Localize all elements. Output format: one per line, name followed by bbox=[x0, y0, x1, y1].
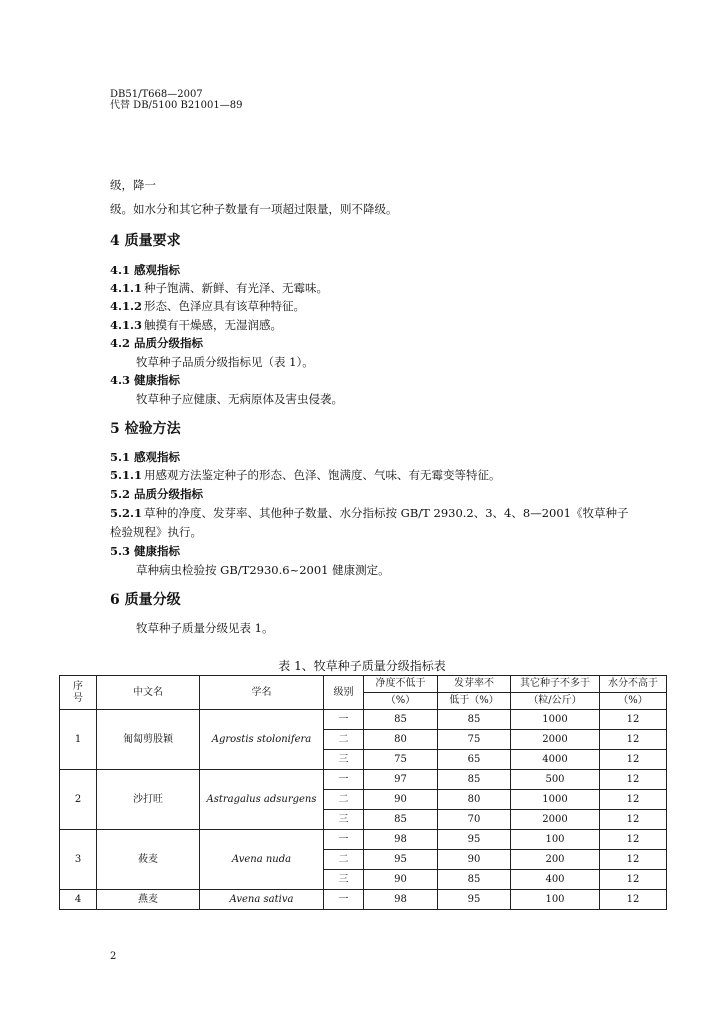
section-text: 触摸有干燥感，无湿润感。 bbox=[144, 318, 283, 332]
header-text: 序 bbox=[73, 680, 83, 692]
grade-table bbox=[59, 675, 667, 910]
cell-purity: 95 bbox=[364, 850, 438, 870]
cell-seq: 3 bbox=[60, 830, 97, 890]
section-title: 品质分级指标 bbox=[134, 487, 204, 501]
cell-purity: 90 bbox=[364, 790, 438, 810]
cell-water: 12 bbox=[600, 750, 667, 770]
section-4-2-text: 牧草种子品质分级指标见（表 1）。 bbox=[136, 355, 314, 369]
cell-other: 1000 bbox=[511, 710, 600, 730]
col-germ-header: 发芽率不 bbox=[438, 676, 511, 693]
col-purity-header: 净度不低于 bbox=[364, 676, 438, 693]
cell-water: 12 bbox=[600, 890, 667, 910]
cell-other: 100 bbox=[511, 890, 600, 910]
header-text: 号 bbox=[73, 692, 83, 704]
table-row bbox=[60, 770, 667, 790]
cell-germ: 75 bbox=[438, 730, 511, 750]
section-4-1-3 bbox=[110, 318, 282, 332]
section-number: 5.2.1 bbox=[110, 506, 143, 520]
section-title: 感观指标 bbox=[134, 263, 181, 277]
table-header-row-1 bbox=[60, 676, 667, 693]
cell-germ: 70 bbox=[438, 810, 511, 830]
cell-grade: 一 bbox=[324, 830, 364, 850]
section-text: 种子饱满、新鲜、有光泽、无霉味。 bbox=[144, 281, 329, 295]
section-4-1-heading bbox=[110, 263, 180, 277]
col-grade-header: 级别 bbox=[324, 676, 364, 710]
section-number: 4.1.2 bbox=[110, 299, 143, 313]
section-4-3-heading bbox=[110, 373, 180, 387]
page-number: 2 bbox=[110, 951, 117, 962]
section-4-3-text: 牧草种子应健康、无病原体及害虫侵袭。 bbox=[136, 392, 343, 406]
table-caption: 表 1、牧草种子质量分级指标表 bbox=[278, 659, 446, 673]
col-water-unit: （%） bbox=[600, 693, 667, 710]
cell-purity: 98 bbox=[364, 890, 438, 910]
cell-other: 1000 bbox=[511, 790, 600, 810]
cell-cn-name: 燕麦 bbox=[97, 890, 200, 910]
cell-germ: 85 bbox=[438, 870, 511, 890]
cell-grade: 二 bbox=[324, 790, 364, 810]
section-title: 品质分级指标 bbox=[134, 336, 204, 350]
cell-grade: 三 bbox=[324, 810, 364, 830]
cell-water: 12 bbox=[600, 830, 667, 850]
col-cn-header: 中文名 bbox=[97, 676, 200, 710]
cell-germ: 80 bbox=[438, 790, 511, 810]
section-5-heading bbox=[110, 421, 181, 437]
section-number: 5.2 bbox=[110, 487, 131, 501]
cell-seq: 4 bbox=[60, 890, 97, 910]
cell-germ: 85 bbox=[438, 710, 511, 730]
section-5-1-heading bbox=[110, 450, 180, 464]
cell-seq: 2 bbox=[60, 770, 97, 830]
cell-grade: 一 bbox=[324, 770, 364, 790]
section-number: 4.1.3 bbox=[110, 318, 143, 332]
section-6-text: 牧草种子质量分级见表 1。 bbox=[136, 621, 274, 635]
section-number: 5 bbox=[110, 421, 120, 437]
cell-other: 500 bbox=[511, 770, 600, 790]
col-water-header: 水分不高于 bbox=[600, 676, 667, 693]
cell-purity: 85 bbox=[364, 710, 438, 730]
section-title: 健康指标 bbox=[134, 373, 181, 387]
section-title: 质量要求 bbox=[124, 233, 181, 249]
cell-germ: 90 bbox=[438, 850, 511, 870]
section-number: 5.1 bbox=[110, 450, 131, 464]
col-purity-unit: （%） bbox=[364, 693, 438, 710]
cell-other: 400 bbox=[511, 870, 600, 890]
section-4-1-2 bbox=[110, 299, 305, 313]
section-number: 4.2 bbox=[110, 336, 131, 350]
cell-purity: 75 bbox=[364, 750, 438, 770]
cell-water: 12 bbox=[600, 810, 667, 830]
section-number: 5.1.1 bbox=[110, 468, 143, 482]
section-6-heading bbox=[110, 592, 181, 608]
section-5-2-1-line-2: 检验规程》执行。 bbox=[110, 525, 202, 539]
intro-line-2: 级。如水分和其它种子数量有一项超过限量，则不降级。 bbox=[110, 202, 398, 216]
section-4-1-1 bbox=[110, 281, 328, 295]
cell-cn-name: 莜麦 bbox=[97, 830, 200, 890]
cell-grade: 一 bbox=[324, 890, 364, 910]
section-5-2-1-line-1 bbox=[110, 506, 628, 520]
section-number: 4.1.1 bbox=[110, 281, 143, 295]
section-number: 5.3 bbox=[110, 544, 131, 558]
section-text: 草种的净度、发芽率、其他种子数量、水分指标按 GB/T 2930.2、3、4、8—2001《牧草种子 bbox=[144, 506, 629, 520]
intro-line-1: 级，降一 bbox=[110, 178, 156, 192]
cell-cn-name: 沙打旺 bbox=[97, 770, 200, 830]
section-title: 感观指标 bbox=[134, 450, 181, 464]
cell-cn-name: 匍匐剪股颖 bbox=[97, 710, 200, 770]
cell-sci-name: Avena nuda bbox=[200, 830, 324, 890]
col-germ-unit: 低于（%） bbox=[438, 693, 511, 710]
cell-purity: 80 bbox=[364, 730, 438, 750]
col-other-unit: （粒/公斤） bbox=[511, 693, 600, 710]
cell-other: 100 bbox=[511, 830, 600, 850]
table-row bbox=[60, 890, 667, 910]
col-other-header: 其它种子不多于 bbox=[511, 676, 600, 693]
cell-purity: 97 bbox=[364, 770, 438, 790]
section-number: 4 bbox=[110, 233, 120, 249]
section-5-3-heading bbox=[110, 544, 180, 558]
cell-water: 12 bbox=[600, 790, 667, 810]
table-row bbox=[60, 710, 667, 730]
cell-seq: 1 bbox=[60, 710, 97, 770]
section-4-heading bbox=[110, 233, 181, 249]
doc-code: DB51/T668—2007 bbox=[110, 89, 203, 100]
cell-grade: 二 bbox=[324, 850, 364, 870]
table-row bbox=[60, 830, 667, 850]
cell-germ: 95 bbox=[438, 890, 511, 910]
cell-water: 12 bbox=[600, 710, 667, 730]
section-text: 形态、色泽应具有该草种特征。 bbox=[144, 299, 306, 313]
cell-water: 12 bbox=[600, 870, 667, 890]
cell-water: 12 bbox=[600, 770, 667, 790]
section-4-2-heading bbox=[110, 336, 203, 350]
cell-purity: 85 bbox=[364, 810, 438, 830]
cell-water: 12 bbox=[600, 730, 667, 750]
section-number: 4.1 bbox=[110, 263, 131, 277]
cell-germ: 65 bbox=[438, 750, 511, 770]
section-text: 用感观方法鉴定种子的形态、色泽、饱满度、气味、有无霉变等特征。 bbox=[144, 468, 501, 482]
section-5-2-heading bbox=[110, 487, 203, 501]
cell-sci-name: Astragalus adsurgens bbox=[200, 770, 324, 830]
cell-grade: 一 bbox=[324, 710, 364, 730]
cell-water: 12 bbox=[600, 850, 667, 870]
cell-other: 200 bbox=[511, 850, 600, 870]
cell-purity: 98 bbox=[364, 830, 438, 850]
cell-other: 2000 bbox=[511, 810, 600, 830]
section-5-1-1 bbox=[110, 468, 501, 482]
cell-other: 4000 bbox=[511, 750, 600, 770]
cell-germ: 85 bbox=[438, 770, 511, 790]
cell-other: 2000 bbox=[511, 730, 600, 750]
section-title: 质量分级 bbox=[124, 592, 181, 608]
cell-purity: 90 bbox=[364, 870, 438, 890]
col-sci-header: 学名 bbox=[200, 676, 324, 710]
cell-germ: 95 bbox=[438, 830, 511, 850]
cell-grade: 二 bbox=[324, 730, 364, 750]
cell-grade: 三 bbox=[324, 870, 364, 890]
section-title: 检验方法 bbox=[124, 421, 181, 437]
section-number: 4.3 bbox=[110, 373, 131, 387]
cell-grade: 三 bbox=[324, 750, 364, 770]
cell-sci-name: Avena sativa bbox=[200, 890, 324, 910]
doc-replaces: 代替 DB/5100 B21001—89 bbox=[110, 100, 243, 111]
section-title: 健康指标 bbox=[134, 544, 181, 558]
section-number: 6 bbox=[110, 592, 120, 608]
cell-sci-name: Agrostis stolonifera bbox=[200, 710, 324, 770]
section-5-3-text: 草种病虫检验按 GB/T2930.6~2001 健康测定。 bbox=[136, 563, 390, 577]
col-seq-header bbox=[60, 676, 97, 710]
